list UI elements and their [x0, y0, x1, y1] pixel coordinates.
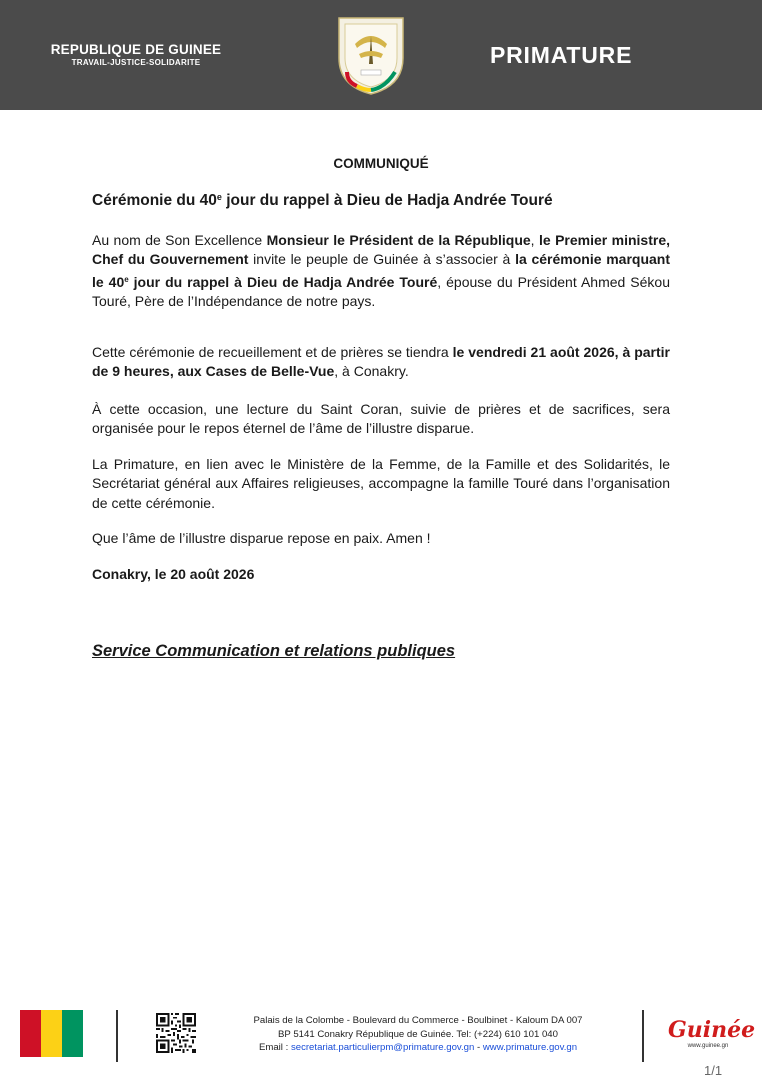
website-link[interactable]: www.primature.gov.gn [482, 1042, 578, 1053]
footer-postal: BP 5141 Conakry République de Guinée. Tel: (+224) 610 101 040 [278, 1028, 558, 1040]
paragraph-program: À cette occasion, une lecture du Saint Coran, suivie de prières et de sacrifices, sera organisée pour le repos éternel de l’âme de l’illustre disparue. [92, 401, 670, 437]
separator: - [474, 1042, 483, 1053]
subject-text: jour du rappel à Dieu de Hadja Andrée Touré [221, 192, 553, 209]
bold-text: le Premier ministre, Chef du Gouvernement [92, 232, 670, 268]
footer-email-line [208, 1041, 628, 1055]
header-band [0, 0, 762, 110]
footer-divider [116, 1010, 118, 1062]
footer-contact [208, 1014, 628, 1055]
guinea-flag-icon [20, 1010, 83, 1057]
paragraph-invitation [92, 231, 670, 312]
brand-name: Guinée [668, 1017, 756, 1043]
email-label: Email : [258, 1042, 291, 1053]
paragraph-prayer: Que l’âme de l’illustre disparue repose en paix. Amen ! [92, 530, 431, 546]
page-number: 1/1 [704, 1063, 723, 1078]
subject-text: Cérémonie du 40 [92, 192, 217, 209]
ordinal-suffix: e [124, 274, 129, 284]
paragraph-organization: La Primature, en lien avec le Ministère de la Femme, de la Famille et des Solidarités, le Secrétariat général aux Affaires religieuses, accompagne la famille Touré dans l’organisation de cette cérémonie. [92, 456, 670, 511]
document-type: COMMUNIQUÉ [333, 156, 429, 171]
text-run: , épouse du Président Ahmed Sékou Touré, Père de l’Indépendance de notre pays. [92, 273, 670, 310]
footer-divider [642, 1010, 644, 1062]
guinea-coat-of-arms-icon [333, 14, 409, 96]
signature-service: Service Communication et relations publiques [92, 642, 456, 660]
footer-address: Palais de la Colombe - Boulevard du Commerce - Boulbinet - Kaloum DA 007 [253, 1015, 583, 1026]
text-run: invite le peuple de Guinée à s’associer à [248, 251, 516, 268]
institution-name: PRIMATURE [490, 42, 633, 68]
brand-url: www.guinee.gn [687, 1043, 729, 1049]
country-block [30, 42, 242, 67]
bold-text: Monsieur le Président de la République [266, 232, 531, 248]
country-name: REPUBLIQUE DE GUINEE [50, 42, 222, 57]
paragraph-schedule [92, 343, 670, 382]
bold-text: le vendredi 21 août 2026, à partir de 9 heures, aux Cases de Belle-Vue [92, 344, 670, 380]
text-run: , [530, 232, 539, 248]
place-and-date: Conakry, le 20 août 2026 [92, 566, 255, 582]
text-run: Au nom de Son Excellence [92, 232, 267, 248]
subject-line [92, 192, 670, 210]
national-motto: TRAVAIL-JUSTICE-SOLIDARITE [71, 58, 201, 67]
text-run: Cette cérémonie de recueillement et de prières se tiendra [92, 344, 453, 360]
qr-code-icon[interactable] [156, 1012, 196, 1054]
bold-text: jour du rappel à Dieu de Hadja Andrée Touré [128, 273, 438, 290]
guinee-brand-logo [668, 1017, 756, 1049]
ordinal-suffix: e [216, 192, 222, 202]
text-run: , à Conakry. [334, 363, 409, 380]
bold-text: la cérémonie marquant le 40 [92, 251, 670, 290]
email-link[interactable]: secretariat.particulierpm@primature.gov.gn [290, 1042, 475, 1053]
